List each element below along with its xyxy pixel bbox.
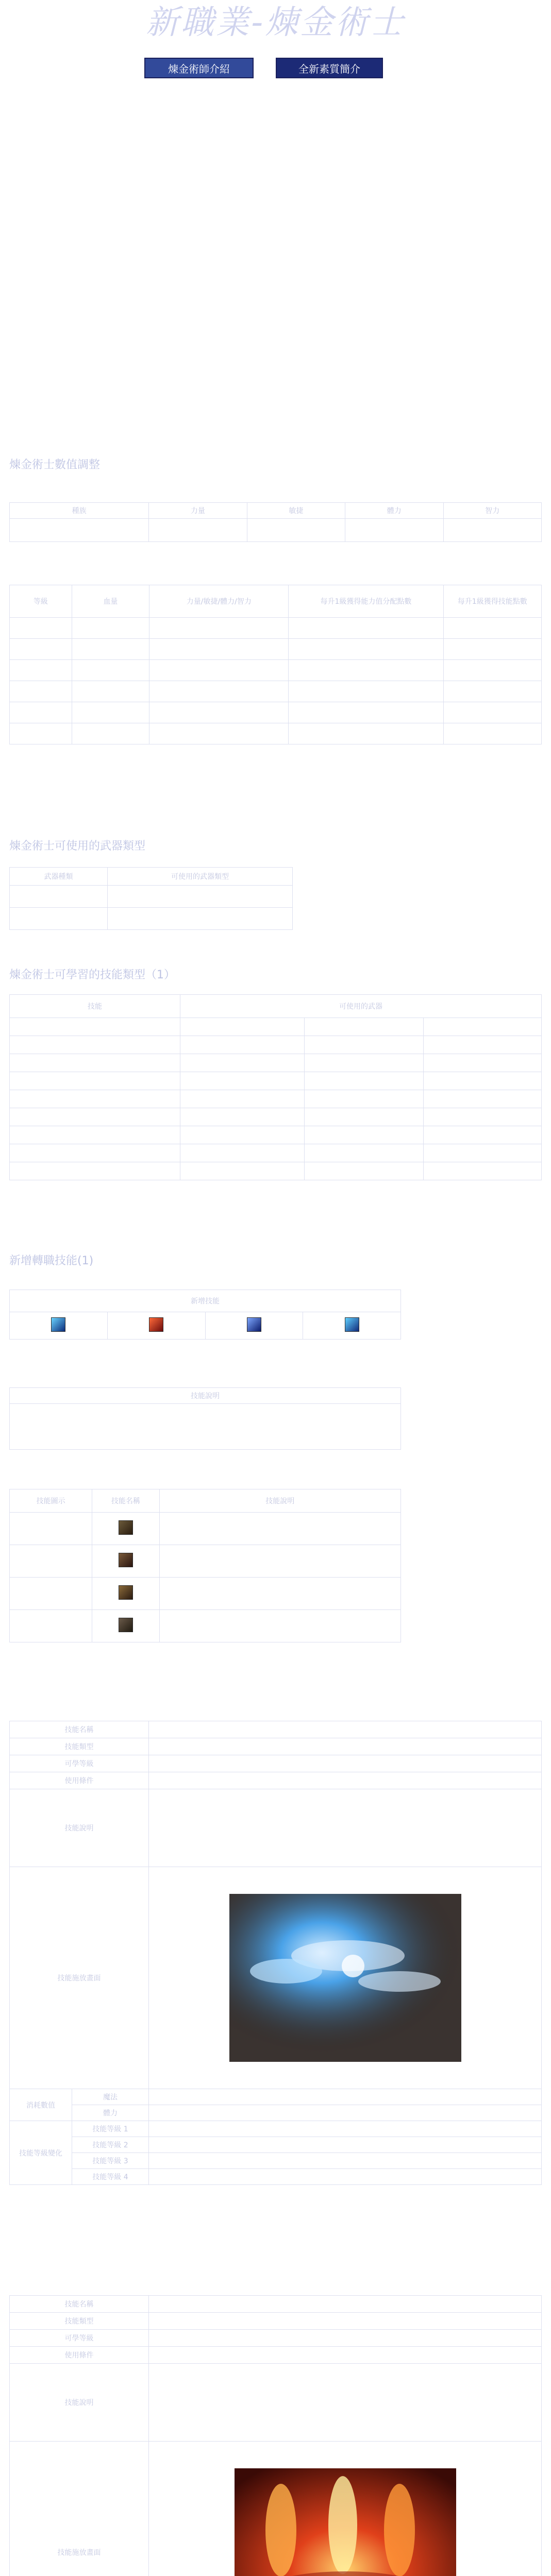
lv-label: 技能等級 2 [72,2137,149,2153]
growth-cell [72,681,149,702]
passive-cell [159,1513,400,1545]
sp-label: 體力 [72,2105,149,2121]
skill-dist-cell [305,1108,424,1126]
skill-dist-cell [305,1036,424,1054]
growth-cell [443,660,541,681]
skill-dist-cell [180,1108,305,1126]
weapon-header: 可使用的武器類型 [107,868,292,886]
skill-screenshot-cell [149,1867,542,2089]
skill-icon[interactable] [247,1317,261,1332]
condition-value [149,2347,542,2364]
skill-dist-cell [10,1018,180,1036]
change-label: 技能等級變化 [10,2121,72,2185]
stats-cell [443,519,542,542]
stats-section-title: 煉金術士數值調整 [9,459,101,471]
skill-dist-table [9,994,542,1180]
growth-header: 等級 [10,585,72,618]
condition-label: 使用條件 [10,1772,149,1789]
skill-dist-cell [180,1126,305,1144]
growth-cell [10,723,72,744]
skill-dist-cell [180,1090,305,1108]
weapon-cell [107,886,292,908]
skill-dist-cell [180,1162,305,1180]
growth-header: 血量 [72,585,149,618]
skill-dist-cell [10,1072,180,1090]
max-level-value [149,1755,542,1772]
skill-desc-header: 技能說明 [10,1388,401,1404]
new-skill-icon-cell[interactable] [10,1312,108,1340]
passive-header: 技能說明 [159,1489,400,1513]
passive-cell [92,1578,159,1610]
new-skill-icon-table [9,1290,401,1340]
stats-cell [345,519,443,542]
new-stats-button[interactable]: 全新素質簡介 [276,58,383,78]
skill-dist-cell [180,1072,305,1090]
skill-dist-cell [10,1126,180,1144]
new-skill-title: 新增轉職技能(1) [9,1255,94,1267]
growth-cell [72,702,149,723]
skill-dist-header: 技能 [10,995,180,1018]
passive-cell [159,1578,400,1610]
stats-header: 力量 [149,503,247,519]
passive-header: 技能名稱 [92,1489,159,1513]
skill-dist-cell [10,1144,180,1162]
passive-table [9,1489,401,1642]
growth-cell [149,681,289,702]
skill-block-2 [9,2295,542,2576]
passive-cell [92,1610,159,1642]
skill-dist-cell [424,1144,542,1162]
growth-cell [289,660,443,681]
new-skill-header: 新增技能 [10,1290,401,1312]
growth-cell [149,660,289,681]
growth-cell [443,702,541,723]
skill-icon [119,1618,133,1632]
skill-dist-cell [305,1054,424,1072]
skill-icon[interactable] [345,1317,359,1332]
skill-dist-cell [305,1072,424,1090]
growth-cell [289,639,443,660]
growth-cell [443,723,541,744]
growth-cell [289,702,443,723]
skill-type-label: 技能類型 [10,1738,149,1755]
growth-cell [443,639,541,660]
growth-cell [10,702,72,723]
stats-header: 體力 [345,503,443,519]
skill-dist-cell [424,1036,542,1054]
growth-cell [10,618,72,639]
skill-dist-cell [424,1018,542,1036]
passive-cell [92,1545,159,1578]
skill-dist-title: 煉金術士可學習的技能類型（1） [9,969,175,981]
skill-desc-table [9,1387,401,1450]
growth-cell [72,618,149,639]
stats-cell [149,519,247,542]
weapon-header: 武器種類 [10,868,108,886]
skill-icon[interactable] [149,1317,163,1332]
skill-dist-cell [180,1144,305,1162]
max-level-label: 可學等級 [10,1755,149,1772]
skill-type-value [149,1738,542,1755]
skill-screenshot-cell [149,2442,542,2576]
skill-name-value [149,1721,542,1738]
growth-cell [443,618,541,639]
growth-cell [149,702,289,723]
passive-cell [92,1513,159,1545]
weapon-cell [10,886,108,908]
skill-dist-cell [180,1036,305,1054]
growth-cell [72,639,149,660]
desc-label: 技能說明 [10,1789,149,1867]
lv-value [149,2137,542,2153]
image-label: 技能施放畫面 [10,1867,149,2089]
skill-dist-cell [305,1090,424,1108]
new-skill-icon-cell[interactable] [303,1312,401,1340]
stats-header: 敏捷 [247,503,345,519]
skill-dist-cell [424,1072,542,1090]
lv-label: 技能等級 4 [72,2169,149,2185]
growth-cell [72,723,149,744]
skill-icon [119,1553,133,1567]
growth-cell [443,681,541,702]
new-skill-icon-cell[interactable] [107,1312,205,1340]
skill-screenshot [235,2468,456,2576]
growth-cell [149,618,289,639]
growth-cell [10,660,72,681]
passive-cell [159,1610,400,1642]
consume-label: 消耗數值 [10,2089,72,2121]
stats-header: 智力 [443,503,542,519]
skill-type-label: 技能類型 [10,2313,149,2330]
skill-icon[interactable] [51,1317,65,1332]
passive-cell [10,1513,92,1545]
skill-dist-cell [180,1018,305,1036]
skill-dist-cell [10,1108,180,1126]
passive-cell [10,1545,92,1578]
growth-header: 每升1級獲得能力值分配點數 [289,585,443,618]
skill-dist-header: 可使用的武器 [180,995,542,1018]
hp-label: 魔法 [72,2089,149,2105]
skill-dist-cell [10,1054,180,1072]
desc-value [149,1789,542,1867]
skill-dist-cell [180,1054,305,1072]
stats-table [9,502,542,542]
max-level-value [149,2330,542,2347]
weapon-cell [107,908,292,930]
skill-screenshot [229,1894,461,2062]
desc-label: 技能說明 [10,2364,149,2442]
stats-header: 種族 [10,503,149,519]
growth-cell [149,723,289,744]
condition-value [149,1772,542,1789]
stats-cell [10,519,149,542]
desc-value [149,2364,542,2442]
image-label: 技能施放畫面 [10,2442,149,2576]
skill-dist-cell [424,1108,542,1126]
passive-header: 技能圖示 [10,1489,92,1513]
growth-cell [289,723,443,744]
lv-label: 技能等級 3 [72,2153,149,2169]
condition-label: 使用條件 [10,2347,149,2364]
skill-dist-cell [10,1090,180,1108]
weapon-section-title: 煉金術士可使用的武器類型 [9,840,146,853]
skill-icon [119,1585,133,1600]
growth-cell [10,681,72,702]
skill-dist-cell [305,1126,424,1144]
skill-dist-cell [424,1162,542,1180]
passive-cell [159,1545,400,1578]
lv-value [149,2153,542,2169]
skill-dist-cell [424,1126,542,1144]
growth-cell [149,639,289,660]
skill-dist-cell [305,1018,424,1036]
sp-value [149,2105,542,2121]
skill-name-label: 技能名稱 [10,1721,149,1738]
skill-dist-cell [424,1054,542,1072]
growth-cell [289,618,443,639]
page-title: 新職業-煉金術士 [145,4,406,42]
lv-label: 技能等級 1 [72,2121,149,2137]
skill-dist-cell [305,1162,424,1180]
weapon-table [9,867,293,930]
weapon-cell [10,908,108,930]
skill-dist-cell [305,1144,424,1162]
skill-desc-cell [10,1404,401,1450]
lv-value [149,2169,542,2185]
stats-cell [247,519,345,542]
growth-cell [72,660,149,681]
passive-cell [10,1610,92,1642]
skill-name-value [149,2296,542,2313]
skill-dist-cell [424,1090,542,1108]
skill-name-label: 技能名稱 [10,2296,149,2313]
growth-cell [289,681,443,702]
growth-header: 每升1級獲得技能點數 [443,585,541,618]
max-level-label: 可學等級 [10,2330,149,2347]
skill-type-value [149,2313,542,2330]
skill-dist-cell [10,1162,180,1180]
skill-block-1 [9,1721,542,2185]
growth-table [9,585,542,744]
lv-value [149,2121,542,2137]
skill-dist-cell [10,1036,180,1054]
passive-cell [10,1578,92,1610]
skill-icon [119,1520,133,1535]
alchemist-intro-button[interactable]: 煉金術師介紹 [144,58,254,78]
new-skill-icon-cell[interactable] [205,1312,303,1340]
hp-value [149,2089,542,2105]
growth-cell [10,639,72,660]
growth-header: 力量/敏捷/體力/智力 [149,585,289,618]
